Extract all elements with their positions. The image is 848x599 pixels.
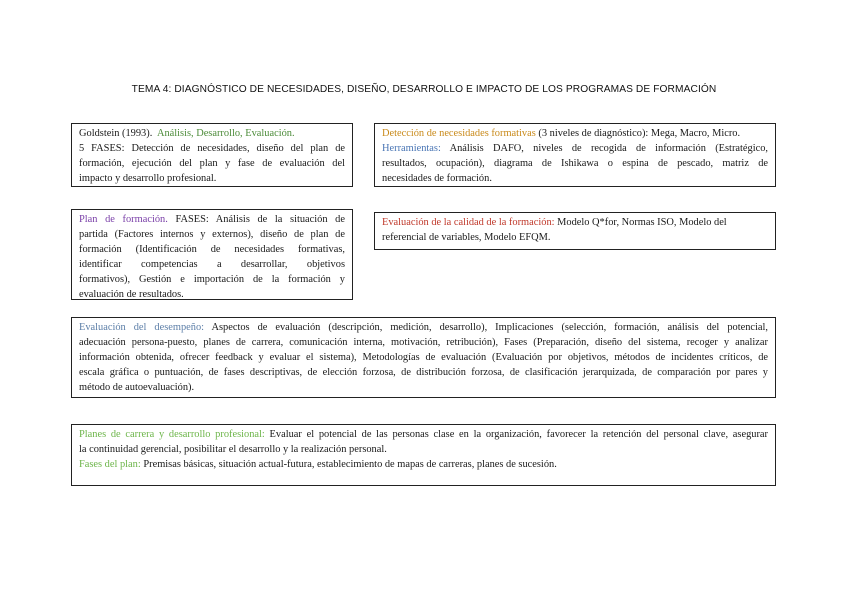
- calidad-line-2: referencial de variables, Modelo EFQM.: [382, 232, 551, 243]
- deteccion-line-1-rest: (3 niveles de diagnóstico): Mega, Macro, Micro.: [535, 128, 741, 139]
- desempeno-label: Evaluación del desempeño:: [79, 322, 205, 333]
- herramientas-label: Herramientas:: [382, 143, 441, 154]
- goldstein-line-1: [79, 126, 345, 141]
- fases-plan-line: [79, 457, 768, 472]
- carrera-box: [71, 424, 776, 486]
- desempeno-line-5: método de autoevaluación).: [79, 382, 195, 393]
- desempeno-box: [71, 317, 776, 398]
- carrera-line-1: [79, 427, 768, 442]
- plan-formacion-box: [71, 209, 353, 300]
- goldstein-box: [71, 123, 353, 187]
- calidad-line-1: [382, 215, 768, 230]
- goldstein-lead: Goldstein (1993).: [79, 128, 153, 139]
- desempeno-line-1: [79, 320, 768, 335]
- herramientas-line: [382, 141, 768, 156]
- document-title: TEMA 4: DIAGNÓSTICO DE NECESIDADES, DISEÑO, DESARROLLO E IMPACTO DE LOS PROGRAMAS DE FORMACIÓN: [131, 84, 717, 95]
- plan-line-3: formación (Identificación de necesidades formativas,: [79, 244, 345, 255]
- deteccion-box: [374, 123, 776, 187]
- goldstein-line-3: formación, ejecución del plan y fase de evaluación del: [79, 158, 345, 169]
- desempeno-line-2: adecuación persona-puesto, planes de carrera, comunicación interna, motivación, retribución), Fases (Preparación, diseño del sistema, recoger y analizar: [79, 337, 768, 348]
- fases-plan-rest: Premisas básicas, situación actual-futura, establecimiento de mapas de carreras, planes de sucesión.: [140, 459, 557, 470]
- carrera-label: Planes de carrera y desarrollo profesional:: [79, 429, 265, 440]
- plan-line-1: [79, 212, 345, 227]
- desempeno-line-3: información obtenida, ofrecer feedback y evaluar el sistema), Metodologías de evaluación (Evaluación por objetivos, métodos de incidentes críticos, de: [79, 352, 768, 363]
- plan-line-4: identificar competencias a desarrollar, objetivos: [79, 259, 345, 270]
- plan-line-2: partida (Factores internos y externos), diseño de plan de: [79, 229, 345, 240]
- goldstein-line-2: 5 FASES: Detección de necesidades, diseño del plan de: [79, 143, 345, 154]
- deteccion-label: Detección de necesidades formativas: [382, 128, 536, 139]
- carrera-line-1-rest: Evaluar el potencial de las personas clase en la organización, favorecer la retención del personal clave, asegurar: [264, 429, 768, 440]
- deteccion-line-4: necesidades de formación.: [382, 173, 492, 184]
- desempeno-line-1-rest: Aspectos de evaluación (descripción, medición, desarrollo), Implicaciones (selección, formación, análisis del potencial,: [204, 322, 768, 333]
- plan-line-6: evaluación de resultados.: [79, 289, 184, 300]
- goldstein-line-4: impacto y desarrollo profesional.: [79, 173, 217, 184]
- herramientas-line-rest: Análisis DAFO, niveles de recogida de información (Estratégico,: [440, 143, 768, 154]
- calidad-line-1-rest: Modelo Q*for, Normas ISO, Modelo del: [554, 217, 727, 228]
- desempeno-line-4: escala gráfica o puntuación, de fases descriptivas, de elección forzosa, de distribución forzosa, de clasificación jerarquizada, de comparación por pares y: [79, 367, 768, 378]
- fases-plan-label: Fases del plan:: [79, 459, 141, 470]
- deteccion-line-1: [382, 126, 768, 141]
- plan-label: Plan de formación.: [79, 214, 168, 225]
- calidad-label: Evaluación de la calidad de la formación:: [382, 217, 555, 228]
- plan-line-1-rest: FASES: Análisis de la situación de: [167, 214, 345, 225]
- deteccion-line-3: resultados, ocupación), diagrama de Ishikawa o espina de pescado, matriz de: [382, 158, 768, 169]
- goldstein-highlight: Análisis, Desarrollo, Evaluación.: [156, 128, 295, 139]
- plan-line-5: formativos), Gestión e importación de la formación y: [79, 274, 345, 285]
- calidad-box: [374, 212, 776, 250]
- carrera-line-2: la continuidad gerencial, posibilitar el desarrollo y la realización personal.: [79, 444, 387, 455]
